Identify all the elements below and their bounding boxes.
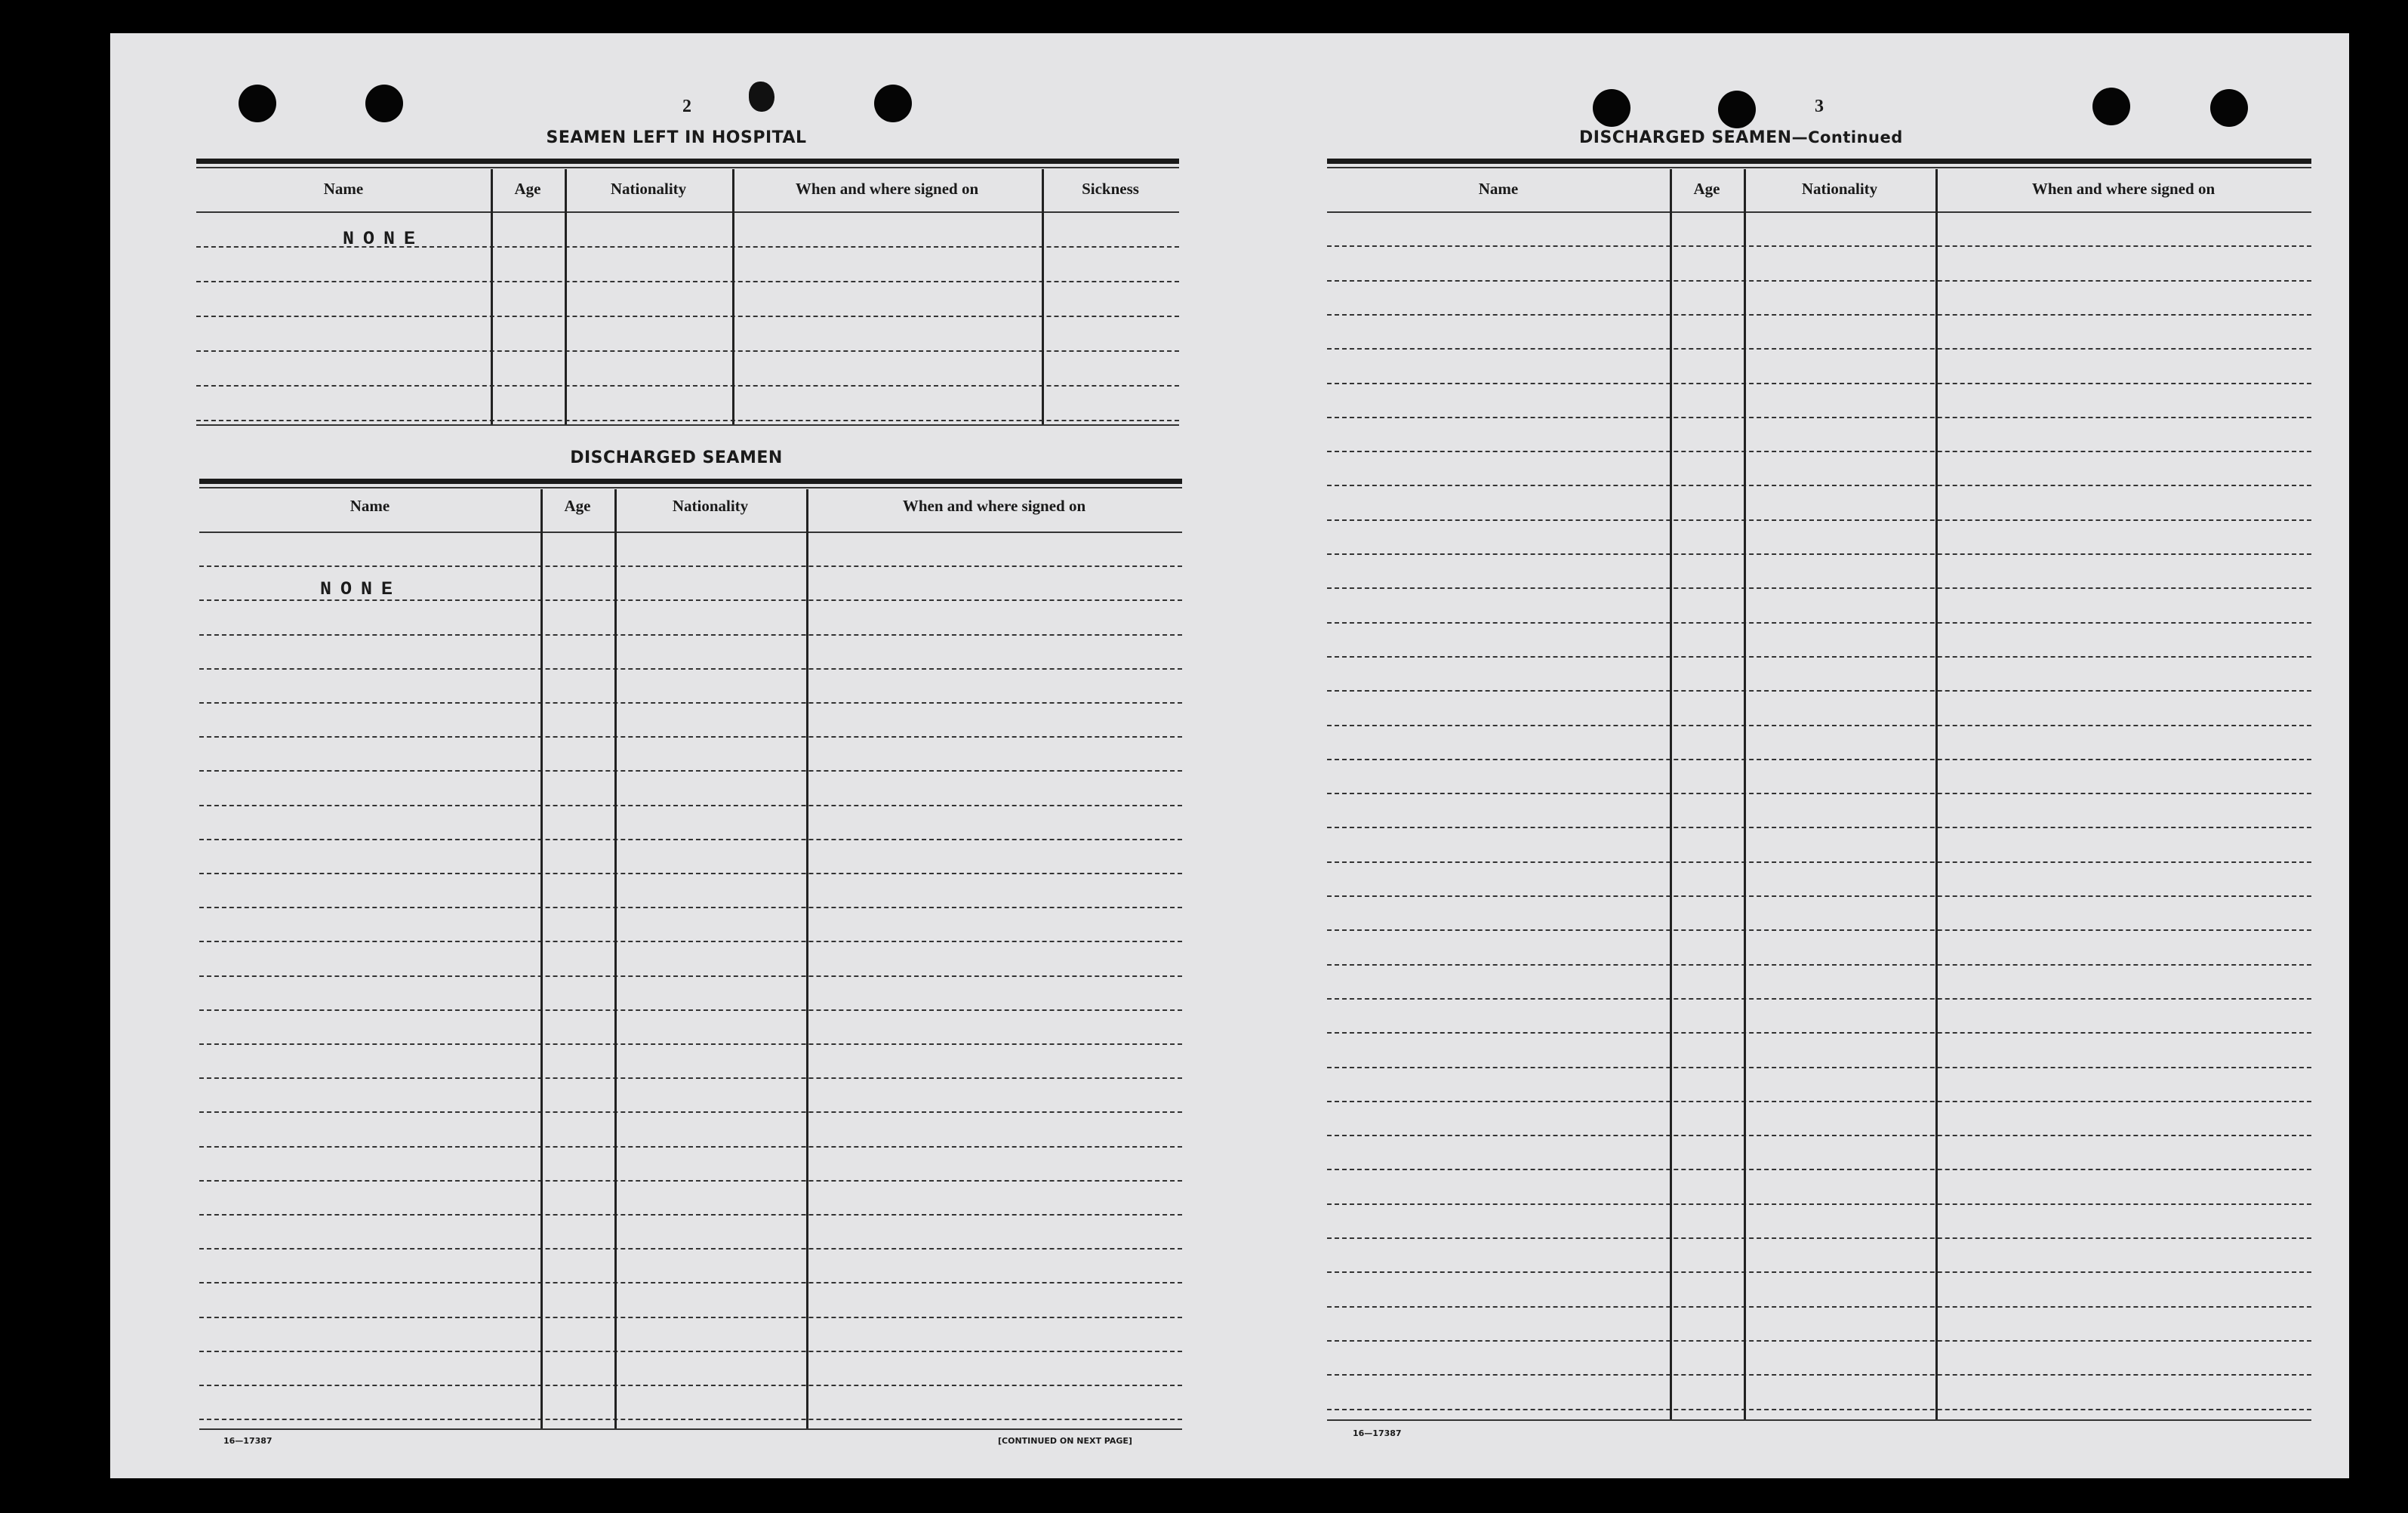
col-header-signed-on: When and where signed on (2031, 180, 2216, 198)
col-header-nationality: Nationality (672, 497, 749, 515)
table-row (199, 634, 1182, 636)
table-row (1327, 725, 2311, 726)
table-row (1327, 1306, 2311, 1308)
page-number: 2 (682, 97, 691, 116)
table-row (199, 873, 1182, 874)
table-row (199, 1214, 1182, 1216)
col-header-nationality: Nationality (610, 180, 687, 198)
table-row (199, 1419, 1182, 1420)
table-row (1327, 451, 2311, 452)
table-row (199, 1282, 1182, 1283)
discharged-section-title: DISCHARGED SEAMEN (570, 448, 783, 467)
table-row (1327, 827, 2311, 828)
left-page (110, 33, 1242, 1478)
table-row (199, 1351, 1182, 1352)
table-row (1327, 1101, 2311, 1102)
table-row (199, 1077, 1182, 1079)
table-row (1327, 690, 2311, 692)
discharged-entry: NONE (320, 578, 402, 600)
top-rule (196, 159, 1179, 164)
table-row (199, 805, 1182, 806)
form-number: 16—17387 (1353, 1428, 1402, 1438)
table-row (1327, 314, 2311, 316)
table-row (1327, 1169, 2311, 1170)
bottom-rule (199, 1428, 1182, 1430)
header-divider (1327, 211, 2311, 213)
table-row (1327, 793, 2311, 794)
table-row (199, 1009, 1182, 1011)
table-row (199, 1248, 1182, 1250)
table-row (199, 736, 1182, 738)
table-row (1327, 519, 2311, 521)
table-row (1327, 417, 2311, 418)
bottom-rule (1327, 1419, 2311, 1421)
table-row (1327, 348, 2311, 350)
table-row (199, 1317, 1182, 1318)
table-row (199, 1180, 1182, 1182)
table-row (1327, 1032, 2311, 1034)
col-header-name: Name (1478, 180, 1519, 198)
table-row (1327, 895, 2311, 897)
hospital-section-title: SEAMEN LEFT IN HOSPITAL (546, 128, 807, 147)
table-row (1327, 1409, 2311, 1410)
col-header-age: Age (514, 180, 541, 198)
punch-hole (2092, 88, 2130, 125)
table-row (199, 839, 1182, 840)
col-header-signed-on: When and where signed on (795, 180, 979, 198)
right-page (1242, 33, 2349, 1478)
table-row (1327, 1135, 2311, 1136)
ink-mark (749, 82, 774, 112)
table-row (199, 770, 1182, 772)
table-row (1327, 1067, 2311, 1068)
col-header-signed-on: When and where signed on (902, 497, 1086, 515)
punch-hole (1593, 89, 1630, 127)
table-row (1327, 622, 2311, 624)
table-row (1327, 759, 2311, 760)
col-header-nationality: Nationality (1801, 180, 1878, 198)
table-row (1327, 998, 2311, 1000)
form-sheet (110, 33, 2349, 1478)
section-title-main: DISCHARGED SEAMEN (1579, 128, 1792, 147)
table-row (1327, 861, 2311, 863)
table-row (1327, 383, 2311, 384)
table-row (1327, 245, 2311, 247)
punch-hole (2210, 89, 2248, 127)
form-number: 16—17387 (223, 1436, 273, 1446)
table-row (199, 1385, 1182, 1386)
page-number: 3 (1815, 97, 1824, 116)
table-row (1327, 1374, 2311, 1376)
table-row (1327, 1340, 2311, 1342)
table-row (1327, 1203, 2311, 1205)
table-row (199, 941, 1182, 942)
table-row (199, 668, 1182, 670)
hospital-entry: NONE (343, 228, 425, 250)
col-header-name: Name (323, 180, 364, 198)
punch-hole (365, 85, 403, 122)
table-row (1327, 964, 2311, 966)
punch-hole (1718, 91, 1756, 128)
col-header-age: Age (1693, 180, 1720, 198)
header-divider (199, 532, 1182, 533)
table-row (1327, 1271, 2311, 1273)
col-header-sickness: Sickness (1082, 180, 1139, 198)
section-title (1579, 128, 1903, 147)
punch-hole (239, 85, 276, 122)
table-row (199, 565, 1182, 567)
table-row (1327, 929, 2311, 931)
section-title-suffix: —Continued (1791, 128, 1903, 146)
table-row (1327, 656, 2311, 658)
table-row (1327, 1237, 2311, 1239)
punch-hole (874, 85, 912, 122)
table-row (1327, 553, 2311, 555)
table-row (1327, 485, 2311, 486)
table-row (1327, 280, 2311, 282)
table-row (199, 1043, 1182, 1045)
table-row (199, 702, 1182, 704)
col-header-name: Name (349, 497, 390, 515)
table-row (199, 1146, 1182, 1148)
table-row (199, 907, 1182, 908)
continued-note: [CONTINUED ON NEXT PAGE] (998, 1436, 1132, 1446)
col-header-age: Age (564, 497, 591, 515)
table-row (199, 975, 1182, 977)
table-row (199, 1111, 1182, 1113)
table-row (1327, 587, 2311, 589)
